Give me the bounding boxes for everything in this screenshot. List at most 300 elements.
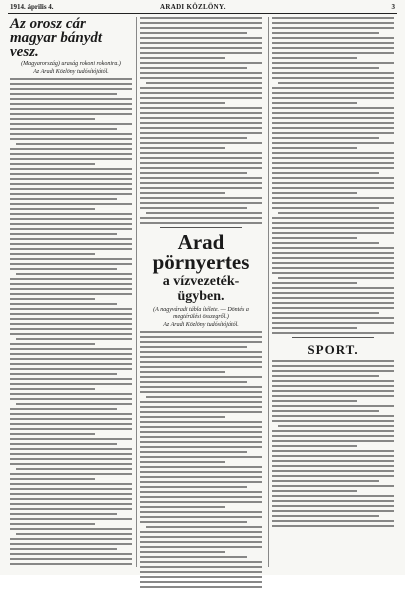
- text-line: [140, 441, 262, 443]
- text-line: [140, 371, 225, 373]
- text-line: [140, 486, 247, 488]
- text-line: [272, 450, 394, 452]
- text-line: [272, 500, 394, 502]
- text-line: [272, 192, 357, 194]
- text-line: [10, 328, 132, 330]
- text-line: [140, 112, 262, 114]
- text-line: [10, 543, 132, 545]
- text-line: [272, 37, 394, 39]
- page-header: [10, 3, 395, 13]
- text-line: [278, 212, 394, 214]
- text-line: [272, 202, 394, 204]
- text-line: [10, 448, 132, 450]
- text-line: [272, 485, 394, 487]
- text-line: [272, 495, 394, 497]
- text-line: [10, 248, 132, 250]
- text-line: [10, 443, 117, 445]
- article-byline: Az Aradi Közlöny tudósítójától.: [33, 69, 109, 75]
- text-line: [272, 122, 394, 124]
- text-line: [272, 97, 394, 99]
- text-line: [272, 455, 394, 457]
- text-line: [272, 57, 357, 59]
- text-line: [272, 332, 394, 334]
- text-line: [10, 158, 132, 160]
- text-line: [272, 415, 394, 417]
- text-line: [10, 458, 132, 460]
- article-separator: [160, 227, 242, 228]
- text-line: [272, 405, 394, 407]
- text-line: [272, 182, 394, 184]
- text-line: [140, 122, 262, 124]
- text-line: [10, 223, 132, 225]
- text-line: [16, 273, 132, 275]
- text-line: [10, 408, 117, 410]
- article-separator: [292, 337, 374, 338]
- text-line: [140, 386, 262, 388]
- article-subtitle: (A nagyváradi tábla ítélete. — Döntés a megtérülési összegről.): [153, 307, 249, 320]
- text-line: [272, 395, 394, 397]
- text-line: [140, 57, 225, 59]
- text-line: [272, 282, 357, 284]
- text-line: [272, 102, 357, 104]
- text-line: [140, 217, 262, 219]
- text-line: [272, 360, 394, 362]
- text-line: [10, 528, 132, 530]
- text-line: [10, 308, 132, 310]
- text-line: [10, 333, 132, 335]
- text-line: [10, 378, 132, 380]
- text-line: [140, 366, 262, 368]
- text-line: [140, 147, 225, 149]
- text-line: [140, 416, 225, 418]
- text-line: [272, 132, 394, 134]
- text-line: [272, 167, 394, 169]
- text-line: [140, 556, 247, 558]
- text-line: [272, 112, 394, 114]
- text-line: [10, 398, 132, 400]
- text-line: [272, 257, 394, 259]
- text-line: [272, 297, 394, 299]
- text-line: [10, 478, 95, 480]
- text-line: [140, 406, 262, 408]
- text-line: [140, 92, 262, 94]
- text-line: [140, 531, 262, 533]
- text-line: [272, 460, 394, 462]
- header-rule: [8, 13, 397, 14]
- text-line: [10, 268, 117, 270]
- text-line: [272, 370, 394, 372]
- text-line: [140, 536, 262, 538]
- column-2: [140, 17, 262, 591]
- text-line: [10, 473, 132, 475]
- text-line: [146, 82, 262, 84]
- text-line: [272, 187, 394, 189]
- page-number: 3: [391, 3, 395, 11]
- text-line: [10, 103, 132, 105]
- text-line: [10, 198, 117, 200]
- text-line: [272, 232, 394, 234]
- text-line: [140, 117, 262, 119]
- text-line: [10, 428, 132, 430]
- text-line: [10, 118, 95, 120]
- text-line: [272, 390, 394, 392]
- text-line: [272, 172, 379, 174]
- text-line: [10, 388, 95, 390]
- section-title-sport: SPORT.: [307, 342, 359, 357]
- article-subtitle: (Magyarország) uraság rokoni rokonira.): [21, 61, 121, 67]
- text-line: [272, 262, 394, 264]
- column-1: [10, 17, 132, 568]
- article-body: [272, 17, 394, 334]
- text-line: [272, 480, 379, 482]
- text-line: [140, 157, 262, 159]
- text-line: [140, 511, 262, 513]
- text-line: [10, 393, 132, 395]
- text-line: [16, 468, 132, 470]
- text-line: [10, 518, 132, 520]
- text-line: [272, 162, 394, 164]
- article-headline-second-line: a vízvezeték-ügyben.: [162, 274, 240, 304]
- text-line: [140, 421, 262, 423]
- text-line: [10, 303, 117, 305]
- text-line: [140, 17, 262, 19]
- text-line: [10, 78, 132, 80]
- text-line: [272, 410, 379, 412]
- text-line: [140, 197, 262, 199]
- text-line: [272, 52, 394, 54]
- text-line: [272, 420, 394, 422]
- text-line: [140, 426, 262, 428]
- text-line: [278, 425, 394, 427]
- text-line: [10, 318, 132, 320]
- text-line: [272, 47, 394, 49]
- text-line: [10, 203, 132, 205]
- text-line: [10, 98, 132, 100]
- text-line: [140, 436, 262, 438]
- text-line: [272, 515, 379, 517]
- text-line: [140, 411, 262, 413]
- text-line: [272, 475, 394, 477]
- text-line: [10, 508, 132, 510]
- text-line: [272, 237, 357, 239]
- text-line: [10, 358, 132, 360]
- text-line: [272, 152, 394, 154]
- text-line: [140, 476, 262, 478]
- text-line: [272, 197, 394, 199]
- text-line: [16, 338, 132, 340]
- text-line: [16, 403, 132, 405]
- text-line: [272, 525, 394, 527]
- text-line: [140, 471, 262, 473]
- text-line: [140, 501, 262, 503]
- text-line: [140, 177, 262, 179]
- text-line: [140, 456, 262, 458]
- text-line: [140, 152, 262, 154]
- text-line: [140, 576, 262, 578]
- text-line: [140, 561, 262, 563]
- text-line: [272, 87, 394, 89]
- text-line: [272, 42, 394, 44]
- text-line: [10, 503, 132, 505]
- text-line: [10, 263, 132, 265]
- text-line: [140, 361, 262, 363]
- text-line: [140, 142, 262, 144]
- text-line: [272, 440, 394, 442]
- text-line: [10, 493, 132, 495]
- text-line: [140, 466, 262, 468]
- text-line: [10, 283, 132, 285]
- text-line: [140, 381, 247, 383]
- text-line: [10, 368, 132, 370]
- text-line: [272, 322, 394, 324]
- text-line: [10, 258, 132, 260]
- text-line: [10, 288, 132, 290]
- text-line: [10, 253, 95, 255]
- column-divider: [136, 17, 137, 567]
- text-line: [272, 287, 394, 289]
- text-line: [272, 227, 394, 229]
- text-line: [16, 533, 132, 535]
- issue-date: 1914. április 4.: [10, 3, 54, 11]
- text-line: [140, 107, 262, 109]
- text-line: [10, 323, 132, 325]
- text-line: [10, 523, 95, 525]
- text-line: [140, 162, 262, 164]
- text-line: [140, 52, 262, 54]
- text-line: [140, 566, 262, 568]
- text-line: [272, 22, 394, 24]
- text-line: [140, 506, 225, 508]
- text-line: [10, 153, 132, 155]
- text-line: [272, 385, 394, 387]
- text-line: [140, 546, 262, 548]
- text-line: [10, 413, 132, 415]
- text-line: [10, 463, 132, 465]
- text-line: [146, 526, 262, 528]
- text-line: [272, 92, 394, 94]
- article-body: [10, 78, 132, 565]
- text-line: [272, 77, 394, 79]
- text-line: [140, 37, 262, 39]
- text-line: [272, 142, 394, 144]
- text-line: [10, 563, 132, 565]
- text-line: [10, 433, 95, 435]
- text-line: [10, 163, 95, 165]
- text-line: [140, 192, 225, 194]
- text-line: [272, 302, 394, 304]
- article-title: [10, 17, 132, 59]
- text-line: [16, 143, 132, 145]
- text-line: [272, 312, 379, 314]
- text-line: [272, 435, 394, 437]
- text-line: [10, 173, 132, 175]
- text-line: [140, 446, 262, 448]
- text-line: [10, 148, 132, 150]
- text-line: [272, 267, 394, 269]
- article-title-line: Az orosz cár: [10, 16, 86, 32]
- text-line: [10, 313, 132, 315]
- text-line: [10, 213, 132, 215]
- text-line: [10, 228, 132, 230]
- text-line: [272, 272, 394, 274]
- text-line: [272, 147, 357, 149]
- masthead: ARADI KÖZLÖNY.: [160, 3, 226, 11]
- text-line: [272, 400, 357, 402]
- text-line: [10, 123, 132, 125]
- text-line: [140, 42, 262, 44]
- text-line: [140, 27, 262, 29]
- text-line: [140, 346, 247, 348]
- text-line: [272, 117, 394, 119]
- text-line: [140, 77, 262, 79]
- text-line: [10, 138, 132, 140]
- text-line: [10, 218, 132, 220]
- text-line: [140, 167, 262, 169]
- text-line: [140, 47, 262, 49]
- text-line: [272, 72, 394, 74]
- text-line: [272, 292, 394, 294]
- text-line: [10, 488, 132, 490]
- text-line: [10, 353, 132, 355]
- text-line: [146, 212, 262, 214]
- text-line: [272, 375, 379, 377]
- text-line: [140, 22, 262, 24]
- text-line: [272, 252, 394, 254]
- article-title-line: magyar bánydt vesz.: [10, 30, 103, 60]
- column-3: [272, 17, 394, 530]
- text-line: [140, 516, 262, 518]
- text-line: [278, 82, 394, 84]
- text-line: [140, 541, 262, 543]
- text-line: [10, 243, 132, 245]
- text-line: [10, 498, 132, 500]
- text-line: [10, 383, 132, 385]
- text-line: [272, 430, 394, 432]
- text-line: [10, 553, 132, 555]
- text-line: [10, 423, 132, 425]
- text-line: [140, 551, 225, 553]
- text-line: [272, 365, 394, 367]
- text-line: [140, 102, 225, 104]
- text-line: [272, 490, 357, 492]
- text-line: [10, 178, 132, 180]
- text-line: [140, 341, 262, 343]
- text-line: [140, 451, 247, 453]
- article-body: [140, 331, 262, 588]
- text-line: [140, 331, 262, 333]
- text-line: [140, 571, 262, 573]
- text-line: [140, 481, 262, 483]
- text-line: [272, 157, 394, 159]
- text-line: [10, 293, 132, 295]
- text-line: [272, 327, 357, 329]
- text-line: [10, 298, 95, 300]
- text-line: [272, 107, 394, 109]
- article-headline: Arad pörnyertes: [152, 230, 250, 274]
- text-line: [10, 188, 132, 190]
- text-line: [10, 133, 132, 135]
- text-line: [10, 168, 132, 170]
- text-line: [140, 391, 262, 393]
- text-line: [278, 277, 394, 279]
- text-line: [140, 67, 247, 69]
- text-line: [10, 83, 132, 85]
- text-line: [10, 453, 132, 455]
- text-line: [272, 67, 379, 69]
- text-line: [272, 127, 394, 129]
- text-line: [10, 513, 117, 515]
- text-line: [10, 548, 117, 550]
- text-line: [140, 87, 262, 89]
- text-line: [140, 222, 262, 224]
- text-line: [140, 586, 262, 588]
- text-line: [10, 183, 132, 185]
- text-line: [10, 348, 132, 350]
- text-line: [272, 27, 394, 29]
- text-line: [272, 380, 394, 382]
- text-line: [272, 520, 394, 522]
- text-line: [272, 470, 394, 472]
- text-line: [140, 376, 262, 378]
- text-line: [140, 461, 225, 463]
- column-divider: [268, 17, 269, 567]
- text-line: [272, 177, 394, 179]
- text-line: [272, 32, 379, 34]
- text-line: [272, 505, 394, 507]
- text-line: [10, 108, 132, 110]
- text-line: [140, 431, 262, 433]
- text-line: [140, 581, 262, 583]
- text-line: [272, 137, 379, 139]
- text-line: [140, 356, 262, 358]
- text-line: [10, 93, 117, 95]
- text-line: [140, 127, 262, 129]
- text-line: [140, 351, 262, 353]
- text-line: [10, 418, 132, 420]
- text-line: [140, 72, 262, 74]
- text-line: [140, 491, 262, 493]
- text-line: [272, 247, 394, 249]
- text-line: [272, 222, 394, 224]
- text-line: [10, 438, 132, 440]
- article-byline: Az Aradi Közlöny tudósítójától.: [163, 322, 239, 328]
- text-line: [140, 187, 262, 189]
- text-line: [10, 483, 132, 485]
- text-line: [140, 207, 247, 209]
- text-line: [272, 62, 394, 64]
- text-line: [272, 207, 379, 209]
- text-line: [272, 510, 394, 512]
- article-body: [140, 17, 262, 224]
- text-line: [146, 396, 262, 398]
- text-line: [272, 317, 394, 319]
- text-line: [10, 238, 132, 240]
- text-line: [272, 465, 394, 467]
- text-line: [10, 278, 132, 280]
- text-line: [140, 401, 262, 403]
- text-line: [140, 521, 247, 523]
- text-line: [10, 128, 117, 130]
- text-line: [272, 217, 394, 219]
- text-line: [272, 17, 394, 19]
- text-line: [10, 233, 117, 235]
- text-line: [10, 193, 132, 195]
- text-line: [140, 32, 247, 34]
- text-line: [140, 132, 262, 134]
- text-line: [10, 113, 132, 115]
- text-line: [10, 343, 95, 345]
- text-line: [140, 172, 247, 174]
